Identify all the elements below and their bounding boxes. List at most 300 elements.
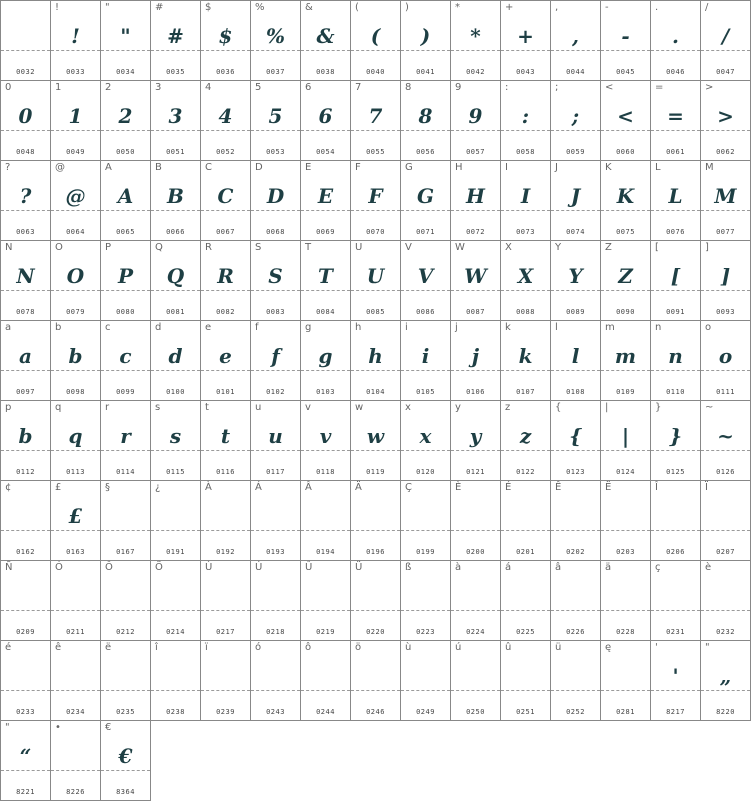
baseline-rule [401, 610, 450, 611]
char-code: 0106 [466, 388, 485, 396]
char-code: 0122 [516, 468, 535, 476]
reference-char: ß [405, 562, 412, 573]
char-code: 0044 [566, 68, 585, 76]
char-code: 0162 [16, 548, 35, 556]
font-glyph [551, 499, 600, 533]
reference-char: % [255, 2, 265, 13]
baseline-rule [551, 690, 600, 691]
char-code: 0090 [616, 308, 635, 316]
baseline-rule [301, 530, 350, 531]
reference-char: Á [255, 482, 262, 493]
baseline-rule [451, 530, 500, 531]
char-code: 0055 [366, 148, 385, 156]
font-glyph: Y [568, 264, 583, 288]
char-code: 0057 [466, 148, 485, 156]
font-glyph: d [168, 344, 183, 368]
baseline-rule [501, 50, 550, 51]
glyph-cell [251, 641, 301, 721]
reference-char: G [405, 162, 413, 173]
glyph-cell [351, 561, 401, 641]
reference-char: K [605, 162, 612, 173]
font-glyph: + [517, 24, 534, 48]
char-code: 0051 [166, 148, 185, 156]
reference-char: Ú [255, 562, 263, 573]
char-code: 0235 [116, 708, 135, 716]
char-code: 0079 [66, 308, 85, 316]
font-glyph [501, 499, 550, 533]
baseline-rule [651, 450, 700, 451]
reference-char: 2 [105, 82, 112, 93]
char-code: 0058 [516, 148, 535, 156]
char-code: 0121 [466, 468, 485, 476]
glyph-cell [551, 481, 601, 561]
glyph-cell [351, 481, 401, 561]
glyph-cell [401, 241, 451, 321]
reference-char: é [5, 642, 12, 653]
font-glyph: 0 [18, 104, 33, 128]
font-glyph: L [668, 184, 683, 208]
font-glyph: x [419, 424, 432, 448]
font-glyph: a [19, 344, 32, 368]
font-glyph: : [521, 104, 530, 128]
font-glyph [151, 579, 200, 613]
reference-char: a [5, 322, 12, 333]
glyph-cell [701, 401, 751, 481]
glyph-cell [701, 81, 751, 161]
font-glyph [651, 499, 700, 533]
reference-char: Ô [105, 562, 113, 573]
reference-char: n [655, 322, 662, 333]
baseline-rule [101, 370, 150, 371]
glyph-cell [0, 641, 51, 721]
char-code: 0249 [416, 708, 435, 716]
glyph-cell [451, 81, 501, 161]
baseline-rule [601, 290, 650, 291]
font-glyph [201, 499, 250, 533]
reference-char: Ù [205, 562, 213, 573]
char-code: 0064 [66, 228, 85, 236]
reference-char: v [305, 402, 311, 413]
reference-char: r [105, 402, 110, 413]
char-code: 0231 [666, 628, 685, 636]
glyph-cell [601, 481, 651, 561]
glyph-cell [201, 321, 251, 401]
glyph-cell [301, 0, 351, 81]
reference-char: ê [55, 642, 62, 653]
char-code: 0099 [116, 388, 135, 396]
glyph-cell [51, 321, 101, 401]
baseline-rule [251, 290, 300, 291]
baseline-rule [651, 50, 700, 51]
reference-char: , [555, 2, 559, 13]
baseline-rule [1, 610, 50, 611]
glyph-cell [51, 241, 101, 321]
font-glyph: . [672, 24, 679, 48]
baseline-rule [701, 690, 750, 691]
reference-char: t [205, 402, 209, 413]
font-glyph [301, 579, 350, 613]
baseline-rule [401, 450, 450, 451]
baseline-rule [501, 530, 550, 531]
baseline-rule [501, 210, 550, 211]
font-glyph: “ [19, 744, 32, 768]
baseline-rule [401, 130, 450, 131]
font-glyph: W [464, 264, 487, 288]
char-code: 0041 [416, 68, 435, 76]
glyph-cell [451, 161, 501, 241]
reference-char: ó [255, 642, 262, 653]
char-code: 0238 [166, 708, 185, 716]
baseline-rule [651, 370, 700, 371]
reference-char: i [405, 322, 408, 333]
reference-char: W [455, 242, 465, 253]
glyph-cell [201, 0, 251, 81]
glyph-cell [701, 0, 751, 81]
glyph-cell [651, 401, 701, 481]
reference-char: ë [105, 642, 112, 653]
char-code: 0123 [566, 468, 585, 476]
font-glyph: B [167, 184, 184, 208]
reference-char: ù [405, 642, 412, 653]
char-code: 0218 [266, 628, 285, 636]
reference-char: / [705, 2, 709, 13]
char-code: 0109 [616, 388, 635, 396]
glyph-cell [701, 321, 751, 401]
char-code: 0111 [716, 388, 735, 396]
glyph-cell [501, 0, 551, 81]
baseline-rule [151, 530, 200, 531]
glyph-cell [551, 641, 601, 721]
glyph-cell [701, 241, 751, 321]
font-glyph [301, 499, 350, 533]
reference-char: T [305, 242, 312, 253]
font-glyph: O [66, 264, 85, 288]
baseline-rule [351, 690, 400, 691]
reference-char: > [705, 82, 714, 93]
baseline-rule [251, 50, 300, 51]
char-code: 0068 [266, 228, 285, 236]
glyph-cell [501, 81, 551, 161]
baseline-rule [151, 690, 200, 691]
font-glyph [401, 499, 450, 533]
char-code: 0117 [266, 468, 285, 476]
char-code: 0070 [366, 228, 385, 236]
char-code: 0196 [366, 548, 385, 556]
glyph-cell [651, 81, 701, 161]
baseline-rule [301, 210, 350, 211]
baseline-rule [551, 450, 600, 451]
font-glyph [551, 579, 600, 613]
char-code: 0209 [16, 628, 35, 636]
glyph-cell [551, 241, 601, 321]
font-glyph: t [220, 424, 231, 448]
glyph-cell [251, 0, 301, 81]
font-glyph: 6 [318, 104, 333, 128]
baseline-rule [351, 370, 400, 371]
reference-char: * [455, 2, 460, 13]
baseline-rule [451, 610, 500, 611]
font-glyph: } [669, 424, 682, 448]
glyph-cell [201, 561, 251, 641]
font-glyph: U [366, 264, 385, 288]
font-glyph: 4 [218, 104, 233, 128]
baseline-rule [201, 530, 250, 531]
reference-char: U [355, 242, 363, 253]
char-code: 0234 [66, 708, 85, 716]
baseline-rule [701, 50, 750, 51]
font-glyph [401, 659, 450, 693]
baseline-rule [51, 770, 100, 771]
reference-char: = [655, 82, 664, 93]
baseline-rule [401, 290, 450, 291]
reference-char: g [305, 322, 312, 333]
font-glyph: [ [670, 264, 681, 288]
baseline-rule [251, 130, 300, 131]
glyph-cell [101, 641, 151, 721]
char-code: 0224 [466, 628, 485, 636]
char-code: 0037 [266, 68, 285, 76]
baseline-rule [601, 530, 650, 531]
font-glyph [151, 499, 200, 533]
font-glyph: ~ [717, 424, 734, 448]
font-glyph: M [714, 184, 737, 208]
glyph-cell [351, 0, 401, 81]
reference-char: b [55, 322, 62, 333]
char-code: 0066 [166, 228, 185, 236]
font-glyph [701, 579, 750, 613]
reference-char: P [105, 242, 112, 253]
char-code: 8364 [116, 788, 135, 796]
font-glyph: c [119, 344, 132, 368]
char-code: 8221 [16, 788, 35, 796]
font-glyph: F [368, 184, 383, 208]
reference-char: ç [655, 562, 661, 573]
reference-char: < [605, 82, 614, 93]
reference-char: : [505, 82, 509, 93]
glyph-cell [651, 561, 701, 641]
char-code: 0084 [316, 308, 335, 316]
char-code: 0032 [16, 68, 35, 76]
reference-char: j [455, 322, 458, 333]
font-glyph [51, 659, 100, 693]
font-glyph: e [219, 344, 232, 368]
font-glyph: b [18, 424, 33, 448]
char-code: 0194 [316, 548, 335, 556]
glyph-cell [601, 321, 651, 401]
baseline-rule [201, 290, 250, 291]
glyph-cell [551, 401, 601, 481]
font-glyph: K [616, 184, 635, 208]
font-glyph: g [318, 344, 333, 368]
glyph-cell [401, 81, 451, 161]
baseline-rule [301, 290, 350, 291]
font-glyph: l [571, 344, 580, 368]
reference-char: ä [605, 562, 612, 573]
glyph-cell [651, 641, 701, 721]
char-code: 0113 [66, 468, 85, 476]
char-code: 8217 [666, 708, 685, 716]
char-code: 0115 [166, 468, 185, 476]
char-code: 0065 [116, 228, 135, 236]
char-code: 0042 [466, 68, 485, 76]
reference-char: ¿ [155, 482, 161, 493]
char-code: 0046 [666, 68, 685, 76]
char-code: 0226 [566, 628, 585, 636]
char-code: 0060 [616, 148, 635, 156]
reference-char: X [505, 242, 512, 253]
font-glyph [251, 659, 300, 693]
font-glyph: $ [218, 24, 233, 48]
reference-char: u [255, 402, 262, 413]
font-glyph: k [518, 344, 533, 368]
reference-char: . [655, 2, 659, 13]
font-glyph: I [520, 184, 531, 208]
reference-char: Q [155, 242, 163, 253]
reference-char: l [555, 322, 558, 333]
baseline-rule [201, 610, 250, 611]
baseline-rule [551, 610, 600, 611]
reference-char: m [605, 322, 615, 333]
baseline-rule [501, 690, 550, 691]
reference-char: Ü [355, 562, 363, 573]
baseline-rule [351, 290, 400, 291]
glyph-cell [351, 161, 401, 241]
font-glyph [501, 659, 550, 693]
baseline-rule [101, 130, 150, 131]
glyph-cell [51, 561, 101, 641]
font-glyph: 9 [468, 104, 483, 128]
glyph-cell [401, 401, 451, 481]
baseline-rule [601, 450, 650, 451]
glyph-cell [301, 481, 351, 561]
baseline-rule [101, 690, 150, 691]
baseline-rule [1, 290, 50, 291]
reference-char: F [355, 162, 361, 173]
baseline-rule [451, 130, 500, 131]
font-glyph: 8 [418, 104, 433, 128]
reference-char: Ó [55, 562, 63, 573]
glyph-cell [701, 481, 751, 561]
baseline-rule [651, 290, 700, 291]
baseline-rule [551, 130, 600, 131]
baseline-rule [1, 130, 50, 131]
char-code: 0252 [566, 708, 585, 716]
reference-char: 6 [305, 82, 312, 93]
char-code: 0056 [416, 148, 435, 156]
char-code: 0120 [416, 468, 435, 476]
glyph-cell [0, 481, 51, 561]
glyph-cell [151, 561, 201, 641]
char-code: 0110 [666, 388, 685, 396]
font-glyph: | [621, 424, 630, 448]
baseline-rule [501, 130, 550, 131]
baseline-rule [651, 130, 700, 131]
char-code: 0034 [116, 68, 135, 76]
char-code: 0232 [716, 628, 735, 636]
glyph-cell [0, 0, 51, 81]
char-code: 0100 [166, 388, 185, 396]
char-code: 0201 [516, 548, 535, 556]
reference-char: ú [455, 642, 462, 653]
char-code: 0083 [266, 308, 285, 316]
glyph-cell [101, 561, 151, 641]
glyph-cell [451, 401, 501, 481]
reference-char: I [505, 162, 508, 173]
font-glyph [101, 579, 150, 613]
font-glyph: # [167, 24, 184, 48]
char-code: 0219 [316, 628, 335, 636]
baseline-rule [401, 50, 450, 51]
baseline-rule [451, 290, 500, 291]
glyph-cell [601, 0, 651, 81]
font-glyph: u [268, 424, 283, 448]
glyph-cell [651, 481, 701, 561]
reference-char: q [55, 402, 62, 413]
reference-char: 7 [355, 82, 362, 93]
baseline-rule [451, 370, 500, 371]
font-glyph: @ [65, 184, 86, 208]
font-glyph: < [617, 104, 634, 128]
baseline-rule [201, 210, 250, 211]
glyph-cell [201, 481, 251, 561]
font-glyph [401, 579, 450, 613]
font-glyph: D [266, 184, 285, 208]
reference-char: ] [705, 242, 709, 253]
char-code: 0045 [616, 68, 635, 76]
char-code: 0192 [216, 548, 235, 556]
char-code: 0080 [116, 308, 135, 316]
glyph-cell [601, 81, 651, 161]
baseline-rule [51, 370, 100, 371]
glyph-cell [401, 641, 451, 721]
char-code: 0223 [416, 628, 435, 636]
font-glyph: Q [166, 264, 185, 288]
font-glyph: V [417, 264, 434, 288]
font-glyph [151, 659, 200, 693]
glyph-cell [401, 561, 451, 641]
baseline-rule [501, 370, 550, 371]
baseline-rule [401, 690, 450, 691]
font-glyph [601, 659, 650, 693]
glyph-cell [251, 321, 301, 401]
char-code: 0112 [16, 468, 35, 476]
reference-char: k [505, 322, 511, 333]
glyph-cell [301, 401, 351, 481]
reference-char: É [505, 482, 512, 493]
font-glyph: > [717, 104, 734, 128]
reference-char: c [105, 322, 111, 333]
baseline-rule [601, 690, 650, 691]
glyph-cell [351, 641, 401, 721]
reference-char: y [455, 402, 461, 413]
glyph-cell [101, 401, 151, 481]
font-glyph: & [316, 24, 335, 48]
glyph-cell [151, 161, 201, 241]
glyph-cell [51, 481, 101, 561]
reference-char: Ê [555, 482, 562, 493]
font-glyph [551, 659, 600, 693]
glyph-cell [51, 81, 101, 161]
char-code: 0035 [166, 68, 185, 76]
baseline-rule [151, 450, 200, 451]
baseline-rule [351, 530, 400, 531]
glyph-cell [601, 641, 651, 721]
baseline-rule [701, 290, 750, 291]
glyph-cell [0, 81, 51, 161]
char-code: 0074 [566, 228, 585, 236]
reference-char: ¢ [5, 482, 12, 493]
reference-char: 0 [5, 82, 12, 93]
